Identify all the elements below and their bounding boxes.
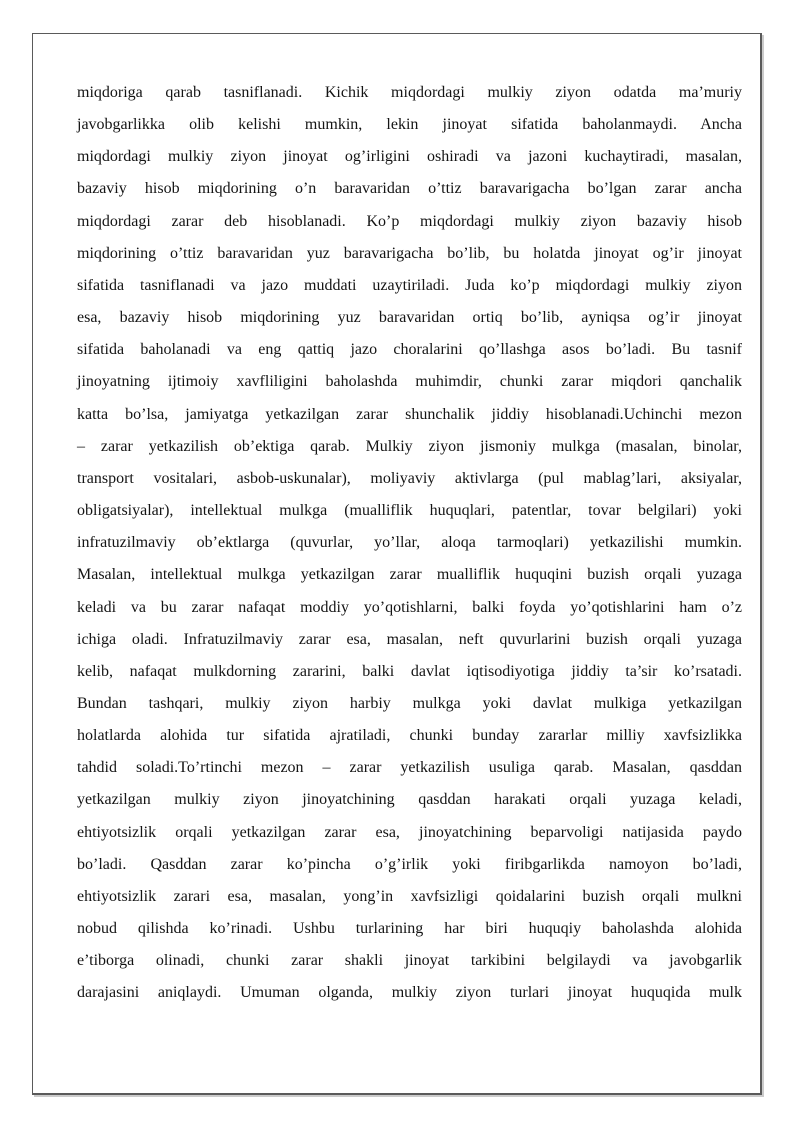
text-line: obligatsiyalar), intellektual mulkga (mualliflik huquqlari, patentlar, tovar belgilari) yoki (77, 502, 742, 520)
text-line: yetkazilgan mulkiy ziyon jinoyatchining qasddan harakati orqali yuzaga keladi, (77, 791, 742, 809)
text-line: sifatida baholanadi va eng qattiq jazo choralarini qo’llashga asos bo’ladi. Bu tasnif (77, 341, 742, 359)
text-line: ehtiyotsizlik orqali yetkazilgan zarar esa, jinoyatchining beparvoligi natijasida paydo (77, 823, 742, 841)
text-line: miqdordagi zarar deb hisoblanadi. Ko’p miqdordagi mulkiy ziyon bazaviy hisob (77, 212, 742, 230)
text-line: bazaviy hisob miqdorining o’n baravaridan o’ttiz baravarigacha bo’lgan zarar ancha (77, 180, 742, 198)
text-line: kelib, nafaqat mulkdorning zararini, balki davlat iqtisodiyotiga jiddiy ta’sir ko’rsatadi. (77, 662, 742, 680)
body-text-block (77, 77, 742, 1010)
text-line: darajasini aniqlaydi. Umuman olganda, mulkiy ziyon turlari jinoyat huquqida mulk (77, 984, 742, 1002)
page-border-frame (32, 33, 762, 1095)
text-line: nobud qilishda ko’rinadi. Ushbu turlarining har biri huquqiy baholashda alohida (77, 920, 742, 938)
text-line: miqdorining o’ttiz baravaridan yuz baravarigacha bo’lib, bu holatda jinoyat og’ir jinoyat (77, 244, 742, 262)
text-line: esa, bazaviy hisob miqdorining yuz baravaridan ortiq bo’lib, ayniqsa og’ir jinoyat (77, 309, 742, 327)
text-line: javobgarlikka olib kelishi mumkin, lekin jinoyat sifatida baholanmaydi. Ancha (77, 116, 742, 134)
text-line: – zarar yetkazilish ob’ektiga qarab. Mulkiy ziyon jismoniy mulkga (masalan, binolar, (77, 437, 742, 455)
text-line: bo’ladi. Qasddan zarar ko’pincha o’g’irlik yoki firibgarlikda namoyon bo’ladi, (77, 855, 742, 873)
text-line: transport vositalari, asbob-uskunalar), moliyaviy aktivlarga (pul mablag’lari, aksiyalar, (77, 469, 742, 487)
text-line: katta bo’lsa, jamiyatga yetkazilgan zarar shunchalik jiddiy hisoblanadi.Uchinchi mezon (77, 405, 742, 423)
text-line: jinoyatning ijtimoiy xavfliligini baholashda muhimdir, chunki zarar miqdori qanchalik (77, 373, 742, 391)
text-line: tahdid soladi.To’rtinchi mezon – zarar yetkazilish usuliga qarab. Masalan, qasddan (77, 759, 742, 777)
text-line: miqdoriga qarab tasniflanadi. Kichik miqdordagi mulkiy ziyon odatda ma’muriy (77, 84, 742, 101)
text-line: ehtiyotsizlik zarari esa, masalan, yong’in xavfsizligi qoidalarini buzish orqali mulkni (77, 887, 742, 905)
text-line: miqdordagi mulkiy ziyon jinoyat og’irligini oshiradi va jazoni kuchaytiradi, masalan, (77, 148, 742, 166)
text-line: infratuzilmaviy ob’ektlarga (quvurlar, yo’llar, aloqa tarmoqlari) yetkazilishi mumkin. (77, 534, 742, 552)
text-line: holatlarda alohida tur sifatida ajratiladi, chunki bunday zararlar milliy xavfsizlikka (77, 727, 742, 745)
text-line: keladi va bu zarar nafaqat moddiy yo’qotishlarni, balki foyda yo’qotishlarini ham o’z (77, 598, 742, 616)
text-line: ichiga oladi. Infratuzilmaviy zarar esa, masalan, neft quvurlarini buzish orqali yuzaga (77, 630, 742, 648)
text-line: sifatida tasniflanadi va jazo muddati uzaytiriladi. Juda ko’p miqdordagi mulkiy ziyon (77, 276, 742, 294)
text-line: e’tiborga olinadi, chunki zarar shakli jinoyat tarkibini belgilaydi va javobgarlik (77, 952, 742, 970)
text-line: Masalan, intellektual mulkga yetkazilgan zarar mualliflik huquqini buzish orqali yuzaga (77, 566, 742, 584)
text-line: Bundan tashqari, mulkiy ziyon harbiy mulkga yoki davlat mulkiga yetkazilgan (77, 694, 742, 712)
